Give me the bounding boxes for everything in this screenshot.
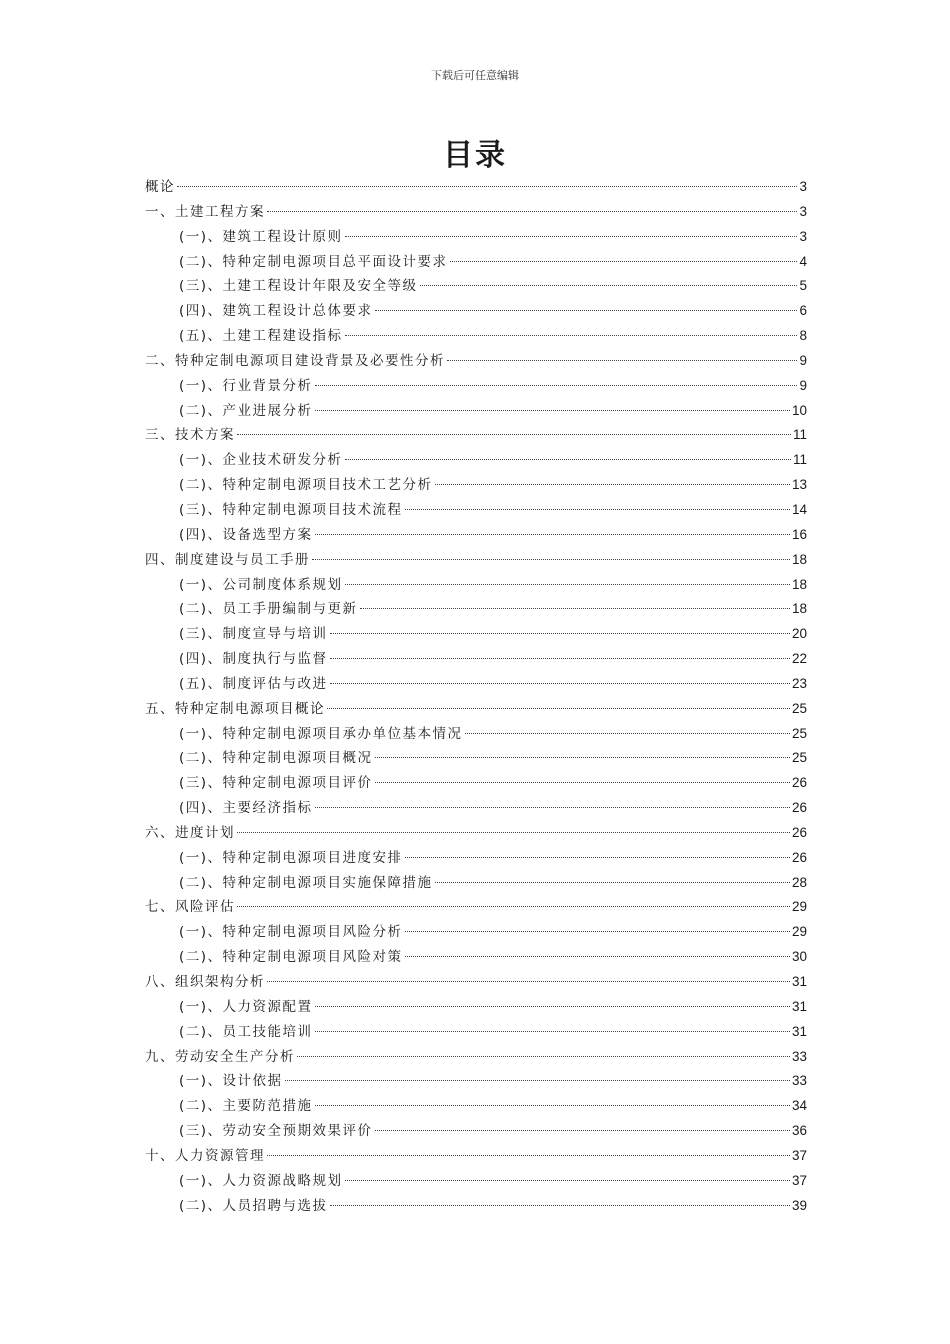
toc-entry-page: 25 bbox=[791, 750, 807, 766]
toc-dot-leader bbox=[420, 285, 798, 286]
toc-dot-leader bbox=[285, 1080, 790, 1081]
toc-entry[interactable] bbox=[145, 324, 807, 349]
toc-entry-page: 37 bbox=[791, 1172, 807, 1188]
toc-entry-label: 十、人力资源管理 bbox=[145, 1147, 265, 1164]
toc-entry-label: (三)、特种定制电源项目评价 bbox=[179, 775, 373, 792]
toc-dot-leader bbox=[315, 385, 798, 386]
toc-entry[interactable] bbox=[145, 448, 807, 473]
toc-entry[interactable] bbox=[145, 299, 807, 324]
toc-entry-page: 34 bbox=[791, 1098, 807, 1114]
toc-entry[interactable] bbox=[145, 995, 807, 1020]
toc-entry-label: (五)、制度评估与改进 bbox=[179, 675, 328, 692]
table-of-contents bbox=[145, 175, 807, 1218]
toc-entry-label: (三)、劳动安全预期效果评价 bbox=[179, 1123, 373, 1140]
toc-dot-leader bbox=[315, 410, 790, 411]
toc-entry-page: 26 bbox=[791, 775, 807, 791]
toc-dot-leader bbox=[405, 857, 790, 858]
toc-entry-label: (四)、制度执行与监督 bbox=[179, 651, 328, 668]
toc-entry-page: 26 bbox=[791, 800, 807, 816]
header-note: 下载后可任意编辑 bbox=[431, 69, 519, 82]
toc-dot-leader bbox=[345, 584, 790, 585]
toc-entry[interactable] bbox=[145, 1144, 807, 1169]
toc-entry-page: 33 bbox=[791, 1073, 807, 1089]
page-title: 目录 bbox=[443, 138, 507, 173]
toc-entry-page: 18 bbox=[791, 601, 807, 617]
toc-entry[interactable] bbox=[145, 498, 807, 523]
toc-entry-page: 16 bbox=[791, 526, 807, 542]
toc-dot-leader bbox=[327, 708, 790, 709]
toc-entry-label: (一)、人力资源战略规划 bbox=[179, 1172, 343, 1189]
toc-entry-page: 37 bbox=[791, 1147, 807, 1163]
toc-entry-page: 39 bbox=[791, 1197, 807, 1213]
toc-entry[interactable] bbox=[145, 399, 807, 424]
toc-dot-leader bbox=[360, 608, 790, 609]
toc-dot-leader bbox=[315, 534, 790, 535]
toc-entry-label: (二)、产业进展分析 bbox=[179, 402, 313, 419]
toc-entry[interactable] bbox=[145, 796, 807, 821]
toc-entry[interactable] bbox=[145, 225, 807, 250]
toc-entry-page: 10 bbox=[791, 402, 807, 418]
toc-entry[interactable] bbox=[145, 697, 807, 722]
toc-entry-page: 31 bbox=[791, 998, 807, 1014]
toc-entry[interactable] bbox=[145, 274, 807, 299]
toc-entry[interactable] bbox=[145, 970, 807, 995]
toc-entry-label: 三、技术方案 bbox=[145, 427, 235, 444]
toc-entry-page: 4 bbox=[799, 253, 807, 269]
toc-entry-page: 18 bbox=[791, 551, 807, 567]
toc-entry-page: 25 bbox=[791, 725, 807, 741]
toc-dot-leader bbox=[345, 459, 791, 460]
toc-dot-leader bbox=[330, 683, 790, 684]
toc-entry-page: 3 bbox=[799, 228, 807, 244]
toc-entry[interactable] bbox=[145, 1069, 807, 1094]
toc-entry[interactable] bbox=[145, 374, 807, 399]
toc-entry-label: 五、特种定制电源项目概论 bbox=[145, 700, 325, 717]
toc-dot-leader bbox=[315, 1105, 790, 1106]
toc-dot-leader bbox=[375, 757, 790, 758]
toc-entry-label: 概论 bbox=[145, 179, 175, 195]
toc-dot-leader bbox=[267, 1155, 790, 1156]
toc-entry-page: 28 bbox=[791, 874, 807, 890]
toc-entry[interactable] bbox=[145, 1119, 807, 1144]
toc-entry-label: (一)、特种定制电源项目进度安排 bbox=[179, 849, 403, 866]
toc-entry-label: (二)、特种定制电源项目技术工艺分析 bbox=[179, 477, 433, 494]
toc-entry[interactable] bbox=[145, 920, 807, 945]
toc-dot-leader bbox=[237, 832, 790, 833]
toc-dot-leader bbox=[315, 1006, 790, 1007]
toc-entry-page: 3 bbox=[799, 179, 807, 194]
toc-entry[interactable] bbox=[145, 1020, 807, 1045]
toc-entry[interactable] bbox=[145, 523, 807, 548]
toc-dot-leader bbox=[330, 633, 790, 634]
toc-entry-label: (二)、主要防范措施 bbox=[179, 1098, 313, 1115]
toc-entry-label: (三)、制度宣导与培训 bbox=[179, 626, 328, 643]
toc-entry-label: (二)、特种定制电源项目概况 bbox=[179, 750, 373, 767]
toc-entry-page: 9 bbox=[799, 377, 807, 393]
toc-dot-leader bbox=[447, 360, 797, 361]
toc-entry-page: 5 bbox=[799, 278, 807, 294]
toc-dot-leader bbox=[345, 335, 798, 336]
toc-entry[interactable] bbox=[145, 548, 807, 573]
toc-entry[interactable] bbox=[145, 672, 807, 697]
toc-dot-leader bbox=[237, 434, 791, 435]
toc-entry-label: (四)、建筑工程设计总体要求 bbox=[179, 303, 373, 320]
toc-entry-label: (二)、特种定制电源项目风险对策 bbox=[179, 949, 403, 966]
toc-entry[interactable] bbox=[145, 821, 807, 846]
toc-dot-leader bbox=[375, 782, 790, 783]
toc-dot-leader bbox=[237, 906, 790, 907]
toc-entry-label: 八、组织架构分析 bbox=[145, 974, 265, 990]
toc-dot-leader bbox=[345, 236, 798, 237]
toc-entry[interactable] bbox=[145, 200, 807, 225]
toc-entry-label: 四、制度建设与员工手册 bbox=[145, 551, 310, 568]
toc-entry-page: 3 bbox=[799, 203, 807, 219]
toc-entry-page: 31 bbox=[791, 974, 807, 989]
toc-entry-page: 36 bbox=[791, 1123, 807, 1139]
toc-entry-label: (二)、员工手册编制与更新 bbox=[179, 601, 358, 618]
toc-dot-leader bbox=[405, 956, 790, 957]
toc-entry[interactable] bbox=[145, 746, 807, 771]
toc-dot-leader bbox=[297, 1056, 790, 1057]
toc-dot-leader bbox=[330, 1205, 790, 1206]
toc-entry[interactable] bbox=[145, 597, 807, 622]
toc-entry-page: 9 bbox=[799, 352, 807, 368]
toc-dot-leader bbox=[315, 1031, 790, 1032]
toc-entry[interactable] bbox=[145, 771, 807, 796]
toc-dot-leader bbox=[267, 981, 790, 982]
toc-entry[interactable] bbox=[145, 722, 807, 747]
toc-dot-leader bbox=[315, 807, 790, 808]
toc-entry-label: (二)、人员招聘与选拔 bbox=[179, 1197, 328, 1214]
toc-dot-leader bbox=[435, 882, 790, 883]
toc-entry-page: 11 bbox=[792, 427, 807, 443]
toc-entry-page: 18 bbox=[791, 576, 807, 592]
toc-entry-page: 29 bbox=[791, 924, 807, 940]
toc-dot-leader bbox=[267, 211, 797, 212]
toc-entry-label: (一)、公司制度体系规划 bbox=[179, 576, 343, 593]
toc-entry[interactable] bbox=[145, 1194, 807, 1219]
toc-entry-page: 20 bbox=[791, 626, 807, 642]
toc-entry[interactable] bbox=[145, 1045, 807, 1070]
toc-entry[interactable] bbox=[145, 250, 807, 275]
toc-entry-page: 25 bbox=[791, 700, 807, 716]
toc-entry-label: 一、土建工程方案 bbox=[145, 203, 265, 220]
toc-entry[interactable] bbox=[145, 1169, 807, 1194]
toc-entry[interactable] bbox=[145, 473, 807, 498]
toc-entry-label: 七、风险评估 bbox=[145, 899, 235, 916]
toc-entry-page: 23 bbox=[791, 675, 807, 691]
toc-entry-page: 26 bbox=[791, 824, 807, 840]
toc-dot-leader bbox=[450, 261, 798, 262]
toc-entry-label: (三)、特种定制电源项目技术流程 bbox=[179, 501, 403, 518]
toc-dot-leader bbox=[375, 310, 798, 311]
toc-dot-leader bbox=[405, 931, 790, 932]
toc-dot-leader bbox=[177, 186, 797, 187]
toc-dot-leader bbox=[330, 658, 790, 659]
toc-entry-page: 33 bbox=[791, 1048, 807, 1064]
toc-entry[interactable] bbox=[145, 622, 807, 647]
toc-entry-page: 26 bbox=[791, 849, 807, 865]
toc-entry-label: (一)、建筑工程设计原则 bbox=[179, 228, 343, 245]
toc-entry-label: (一)、特种定制电源项目风险分析 bbox=[179, 924, 403, 941]
toc-entry-label: (二)、特种定制电源项目总平面设计要求 bbox=[179, 253, 448, 270]
toc-entry[interactable] bbox=[145, 647, 807, 672]
toc-entry[interactable] bbox=[145, 895, 807, 920]
toc-entry-label: (一)、行业背景分析 bbox=[179, 377, 313, 394]
toc-entry-label: (一)、企业技术研发分析 bbox=[179, 452, 343, 469]
toc-dot-leader bbox=[405, 509, 790, 510]
toc-entry-label: (一)、人力资源配置 bbox=[179, 998, 313, 1015]
toc-entry[interactable] bbox=[145, 423, 807, 448]
toc-entry[interactable] bbox=[145, 945, 807, 970]
toc-entry-label: 六、进度计划 bbox=[145, 824, 235, 841]
toc-entry-page: 14 bbox=[791, 501, 807, 517]
toc-dot-leader bbox=[375, 1130, 790, 1131]
toc-entry[interactable] bbox=[145, 1094, 807, 1119]
toc-entry[interactable] bbox=[145, 846, 807, 871]
toc-entry-label: (五)、土建工程建设指标 bbox=[179, 328, 343, 345]
toc-entry-label: (二)、员工技能培训 bbox=[179, 1023, 313, 1040]
toc-entry-page: 13 bbox=[791, 477, 807, 493]
toc-entry-label: (一)、设计依据 bbox=[179, 1073, 283, 1090]
toc-entry[interactable] bbox=[145, 871, 807, 896]
toc-entry-label: (一)、特种定制电源项目承办单位基本情况 bbox=[179, 725, 463, 742]
toc-dot-leader bbox=[465, 733, 790, 734]
toc-entry-page: 22 bbox=[791, 651, 807, 667]
toc-entry[interactable] bbox=[145, 573, 807, 598]
toc-dot-leader bbox=[312, 559, 790, 560]
toc-entry-label: (二)、特种定制电源项目实施保障措施 bbox=[179, 874, 433, 891]
toc-entry-page: 11 bbox=[792, 452, 807, 468]
toc-entry-page: 8 bbox=[799, 328, 807, 344]
toc-entry[interactable] bbox=[145, 175, 807, 200]
toc-entry[interactable] bbox=[145, 349, 807, 374]
toc-dot-leader bbox=[435, 484, 790, 485]
toc-entry-label: 二、特种定制电源项目建设背景及必要性分析 bbox=[145, 352, 445, 369]
toc-dot-leader bbox=[345, 1180, 790, 1181]
toc-entry-label: (三)、土建工程设计年限及安全等级 bbox=[179, 278, 418, 295]
toc-entry-label: (四)、设备选型方案 bbox=[179, 526, 313, 543]
toc-entry-page: 30 bbox=[791, 949, 807, 965]
toc-entry-label: (四)、主要经济指标 bbox=[179, 800, 313, 817]
toc-entry-page: 6 bbox=[799, 303, 807, 319]
toc-entry-page: 29 bbox=[791, 899, 807, 915]
toc-entry-page: 31 bbox=[791, 1023, 807, 1039]
toc-entry-label: 九、劳动安全生产分析 bbox=[145, 1048, 295, 1065]
